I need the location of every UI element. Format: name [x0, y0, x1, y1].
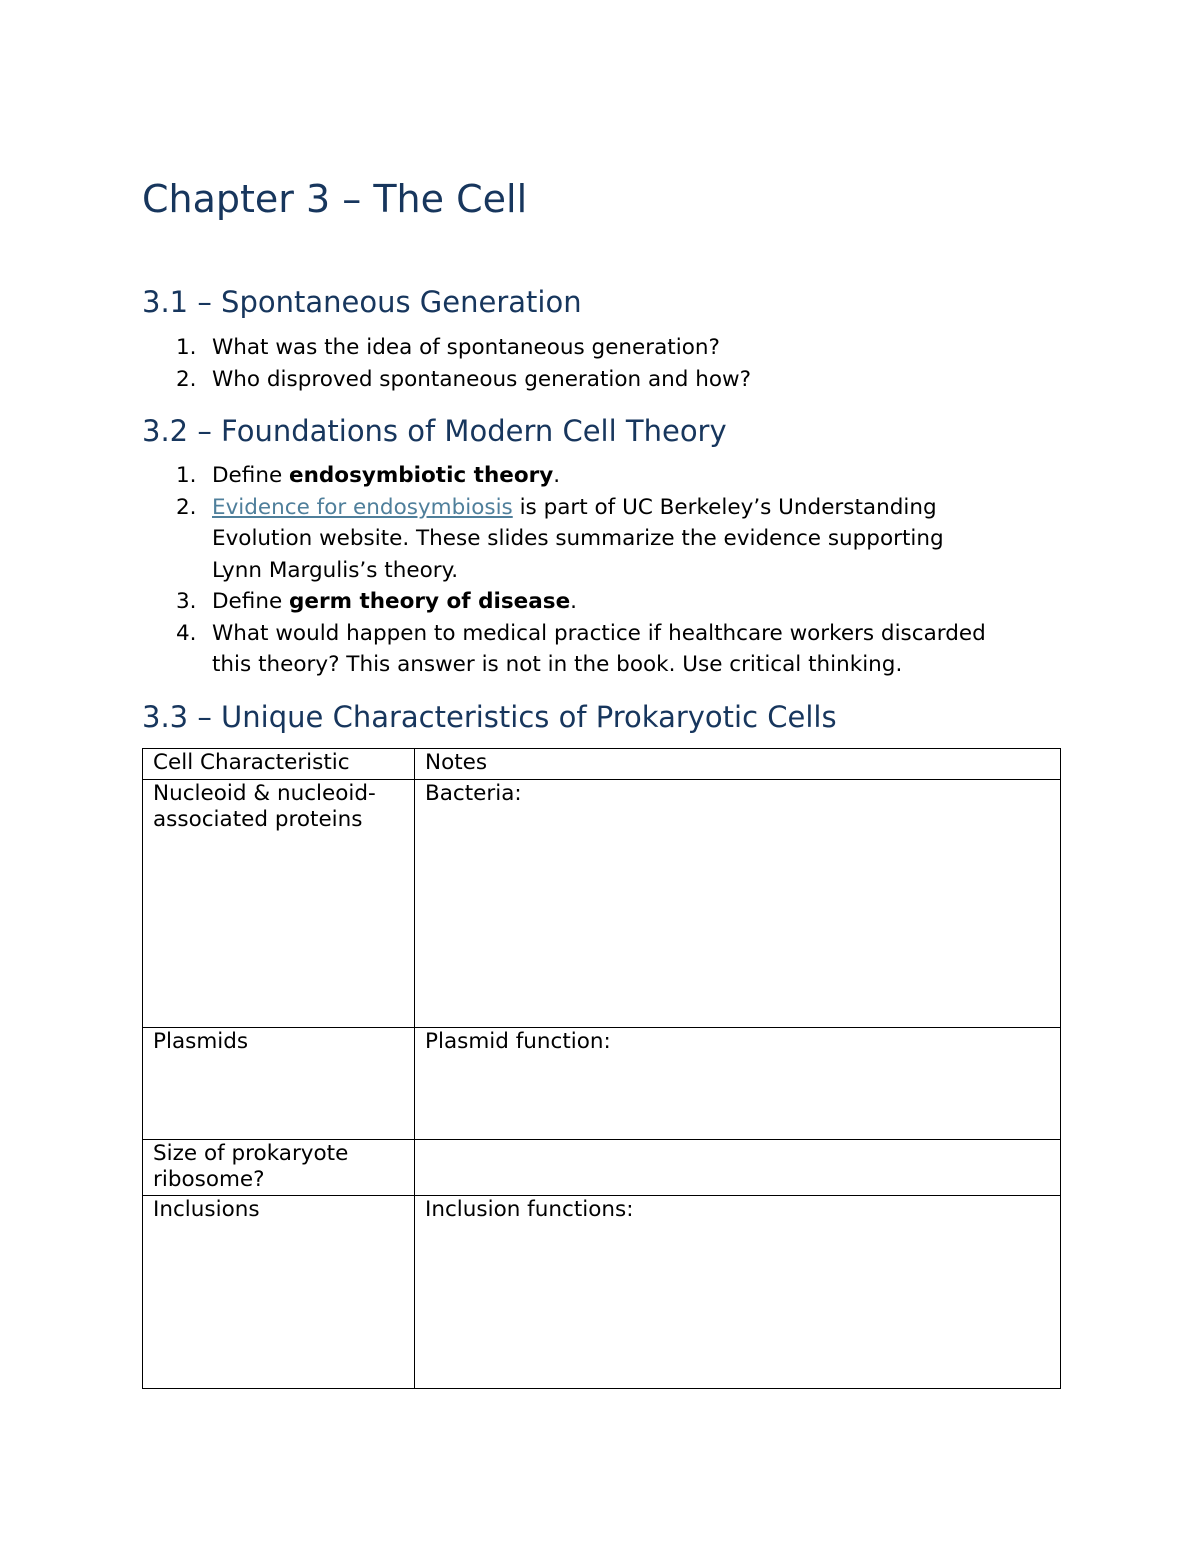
notes-cell[interactable]: Plasmid function: — [415, 1028, 1061, 1140]
characteristic-text: Size of prokaryote — [153, 1141, 349, 1166]
table-row — [143, 1028, 1061, 1140]
characteristic-cell: Plasmids — [143, 1028, 415, 1140]
endosymbiosis-evidence-link[interactable]: Evidence for endosymbiosis — [212, 494, 513, 520]
list-number: 3. — [176, 589, 197, 614]
column-header-characteristic: Cell Characteristic — [143, 749, 415, 780]
question-text: this theory? This answer is not in the book. Use critical thinking. — [212, 652, 903, 677]
key-term: endosymbiotic theory — [289, 463, 554, 488]
question-list-3-1 — [142, 332, 1060, 395]
list-number: 1. — [176, 335, 197, 360]
question-text: Lynn Margulis’s theory. — [212, 557, 459, 583]
section-heading-spontaneous-generation: 3.1 – Spontaneous Generation — [142, 285, 582, 319]
section-heading-cell-theory: 3.2 – Foundations of Modern Cell Theory — [142, 414, 727, 448]
characteristic-cell — [143, 1140, 415, 1196]
characteristic-text: associated proteins — [153, 807, 363, 832]
characteristic-text: Nucleoid & nucleoid- — [153, 781, 376, 806]
list-item — [142, 460, 1060, 492]
table-row — [143, 1196, 1061, 1389]
list-item — [142, 492, 1060, 587]
table-row — [143, 1140, 1061, 1196]
question-text: is part of UC Berkeley’s Understanding — [512, 494, 937, 520]
notes-cell[interactable]: Inclusion functions: — [415, 1196, 1061, 1389]
notes-cell[interactable] — [415, 1140, 1061, 1196]
column-header-notes: Notes — [415, 749, 1061, 780]
list-item — [142, 364, 1060, 396]
list-number: 4. — [176, 620, 197, 646]
list-item — [142, 586, 1060, 618]
list-item — [142, 332, 1060, 364]
question-prefix: Define — [212, 589, 290, 614]
question-text: What would happen to medical practice if healthcare workers discarded — [212, 620, 986, 646]
characteristic-cell — [143, 780, 415, 1028]
list-number: 2. — [176, 366, 197, 392]
table-row — [143, 780, 1061, 1028]
question-suffix: . — [570, 589, 577, 614]
page-title: Chapter 3 – The Cell — [142, 177, 528, 221]
list-number: 1. — [176, 463, 197, 488]
question-list-3-2 — [142, 460, 1060, 681]
table-header-row — [143, 749, 1061, 780]
characteristic-cell: Inclusions — [143, 1196, 415, 1389]
question-suffix: . — [553, 463, 561, 488]
prokaryote-characteristics-table — [142, 748, 1061, 1389]
notes-cell[interactable]: Bacteria: — [415, 780, 1061, 1028]
characteristic-text: ribosome? — [153, 1167, 265, 1192]
question-text: Evolution website. These slides summarize the evidence supporting — [212, 526, 944, 551]
question-text: What was the idea of spontaneous generation? — [212, 335, 720, 360]
section-heading-prokaryotic-cells: 3.3 – Unique Characteristics of Prokaryotic Cells — [142, 700, 837, 734]
key-term: germ theory of disease — [289, 589, 571, 614]
list-item — [142, 618, 1060, 681]
question-text: Who disproved spontaneous generation and how? — [212, 366, 752, 392]
question-prefix: Define — [212, 463, 290, 488]
list-number: 2. — [176, 494, 197, 520]
